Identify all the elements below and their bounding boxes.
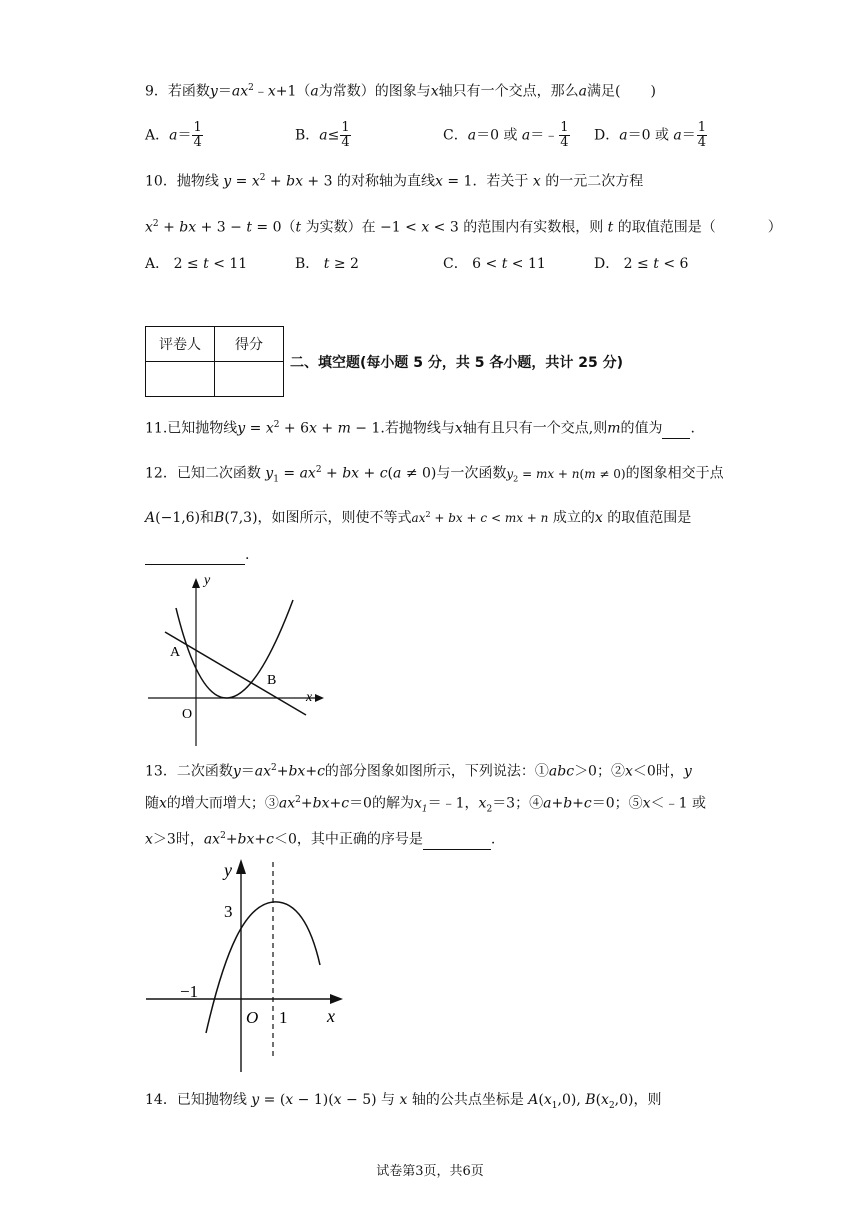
score-cell[interactable] <box>215 362 284 397</box>
q10-option-c[interactable]: C． 6 < t < 11 <box>443 256 546 272</box>
q10-line2: $x^2$ + bx + 3 − t = 0（t 为实数）在 −1 < x < 3 的范围内有实数根，则 t 的取值范围是（ ） <box>145 219 782 236</box>
figure-13 <box>140 850 360 1075</box>
q9-text: 9．若函数 <box>145 83 210 100</box>
q10-option-d[interactable]: D． 2 ≤ t < 6 <box>594 256 689 272</box>
fraction: $\frac{1}{4}$ <box>341 120 350 150</box>
q14: 14．已知抛物线 y = (x − 1)(x − 5) 与 x 轴的公共点坐标是 $A(x_1,0)$, $B(x_2,0)$，则 <box>145 1092 662 1111</box>
fraction: $\frac{1}{4}$ <box>193 120 202 150</box>
x-arrow-icon <box>330 994 343 1004</box>
q10-option-b[interactable]: B． t ≥ 2 <box>295 256 359 272</box>
q10-option-a[interactable]: A． 2 ≤ t < 11 <box>145 256 248 272</box>
fig12-point-b-label: B <box>267 673 277 688</box>
y-arrow-icon <box>192 578 200 588</box>
y-arrow-icon <box>236 859 246 874</box>
linear-line <box>165 632 306 715</box>
q12-line2: A(−1,6)和B(7,3)，如图所示，则使不等式$ax^2$ + bx + c < mx + n 成立的x 的取值范围是 <box>145 510 692 526</box>
fig13-y-intercept-label: 3 <box>224 902 233 921</box>
q9-option-d[interactable]: D．a＝0 或 a＝ $\frac{1}{4}$ <box>594 120 707 150</box>
q13-line3: x＞3时，$ax^2+bx+c<0$，其中正确的序号是 . <box>145 831 496 848</box>
fraction: $\frac{1}{4}$ <box>697 120 707 150</box>
section-title: 二、填空题(每小题 5 分，共 5 各小题，共计 25 分) <box>290 355 624 371</box>
q9-option-c[interactable]: C．a＝0 或 a＝﹣ $\frac{1}{4}$ <box>443 120 569 150</box>
q9-option-a[interactable]: A．a＝ $\frac{1}{4}$ <box>145 120 202 150</box>
fig12-y-label: y <box>204 573 211 588</box>
q12-line1: 12．已知二次函数 $y_1 = ax^2$ + bx + c(a ≠ 0)与一次函数$y_2$ = mx + n(m ≠ 0)的图象相交于点 <box>145 465 724 485</box>
q12-line3: . <box>145 545 249 565</box>
fraction: $\frac{1}{4}$ <box>560 120 569 150</box>
x-arrow-icon <box>315 694 324 702</box>
q11: 11.已知抛物线$y = x^2 + 6x + m - 1$.若抛物线与x轴有且只有一个交点,则m的值为 . <box>145 420 695 437</box>
parabola-curve <box>206 902 320 1033</box>
figure-12 <box>140 570 330 750</box>
fig13-one-label: 1 <box>279 1008 288 1027</box>
fig12-point-a-label: A <box>170 645 181 660</box>
answer-blank[interactable] <box>662 422 690 439</box>
reviewer-header: 评卷人 <box>146 327 215 362</box>
q13-line1: 13．二次函数$y=ax^2+bx+c$的部分图象如图所示，下列说法：①abc＞0；②x＜0时，y <box>145 763 692 780</box>
q10-line1: 10．抛物线 $y = x^2$ + bx + 3 的对称轴为直线x = 1．若关于 x 的一元二次方程 <box>145 173 644 190</box>
score-table <box>145 326 284 397</box>
page-footer: 试卷第3页，共6页 <box>376 1164 484 1179</box>
fig13-root-label: −1 <box>180 982 199 1001</box>
fig13-y-label: y <box>224 860 232 880</box>
answer-blank[interactable] <box>423 833 491 850</box>
q9-stem: 9．若函数$y=ax^2﹣x+1(a$为常数）的图象与x轴只有一个交点，那么a满足( ) <box>145 83 656 100</box>
fig13-origin-label: O <box>246 1008 259 1027</box>
score-header: 得分 <box>215 327 284 362</box>
q13-line2: 随x的增大而增大；$③ax^2+bx+c=0$的解为$x_1=﹣1$，$x_2=3$；④a+b+c＝0；⑤x＜﹣1 或 <box>145 795 706 815</box>
fig12-origin-label: O <box>182 707 193 722</box>
reviewer-cell[interactable] <box>146 362 215 397</box>
q9-option-b[interactable]: B．a≤ $\frac{1}{4}$ <box>295 120 350 150</box>
answer-blank[interactable] <box>145 548 245 565</box>
fig13-x-label: x <box>327 1006 335 1026</box>
fig12-x-label: x <box>306 690 313 705</box>
